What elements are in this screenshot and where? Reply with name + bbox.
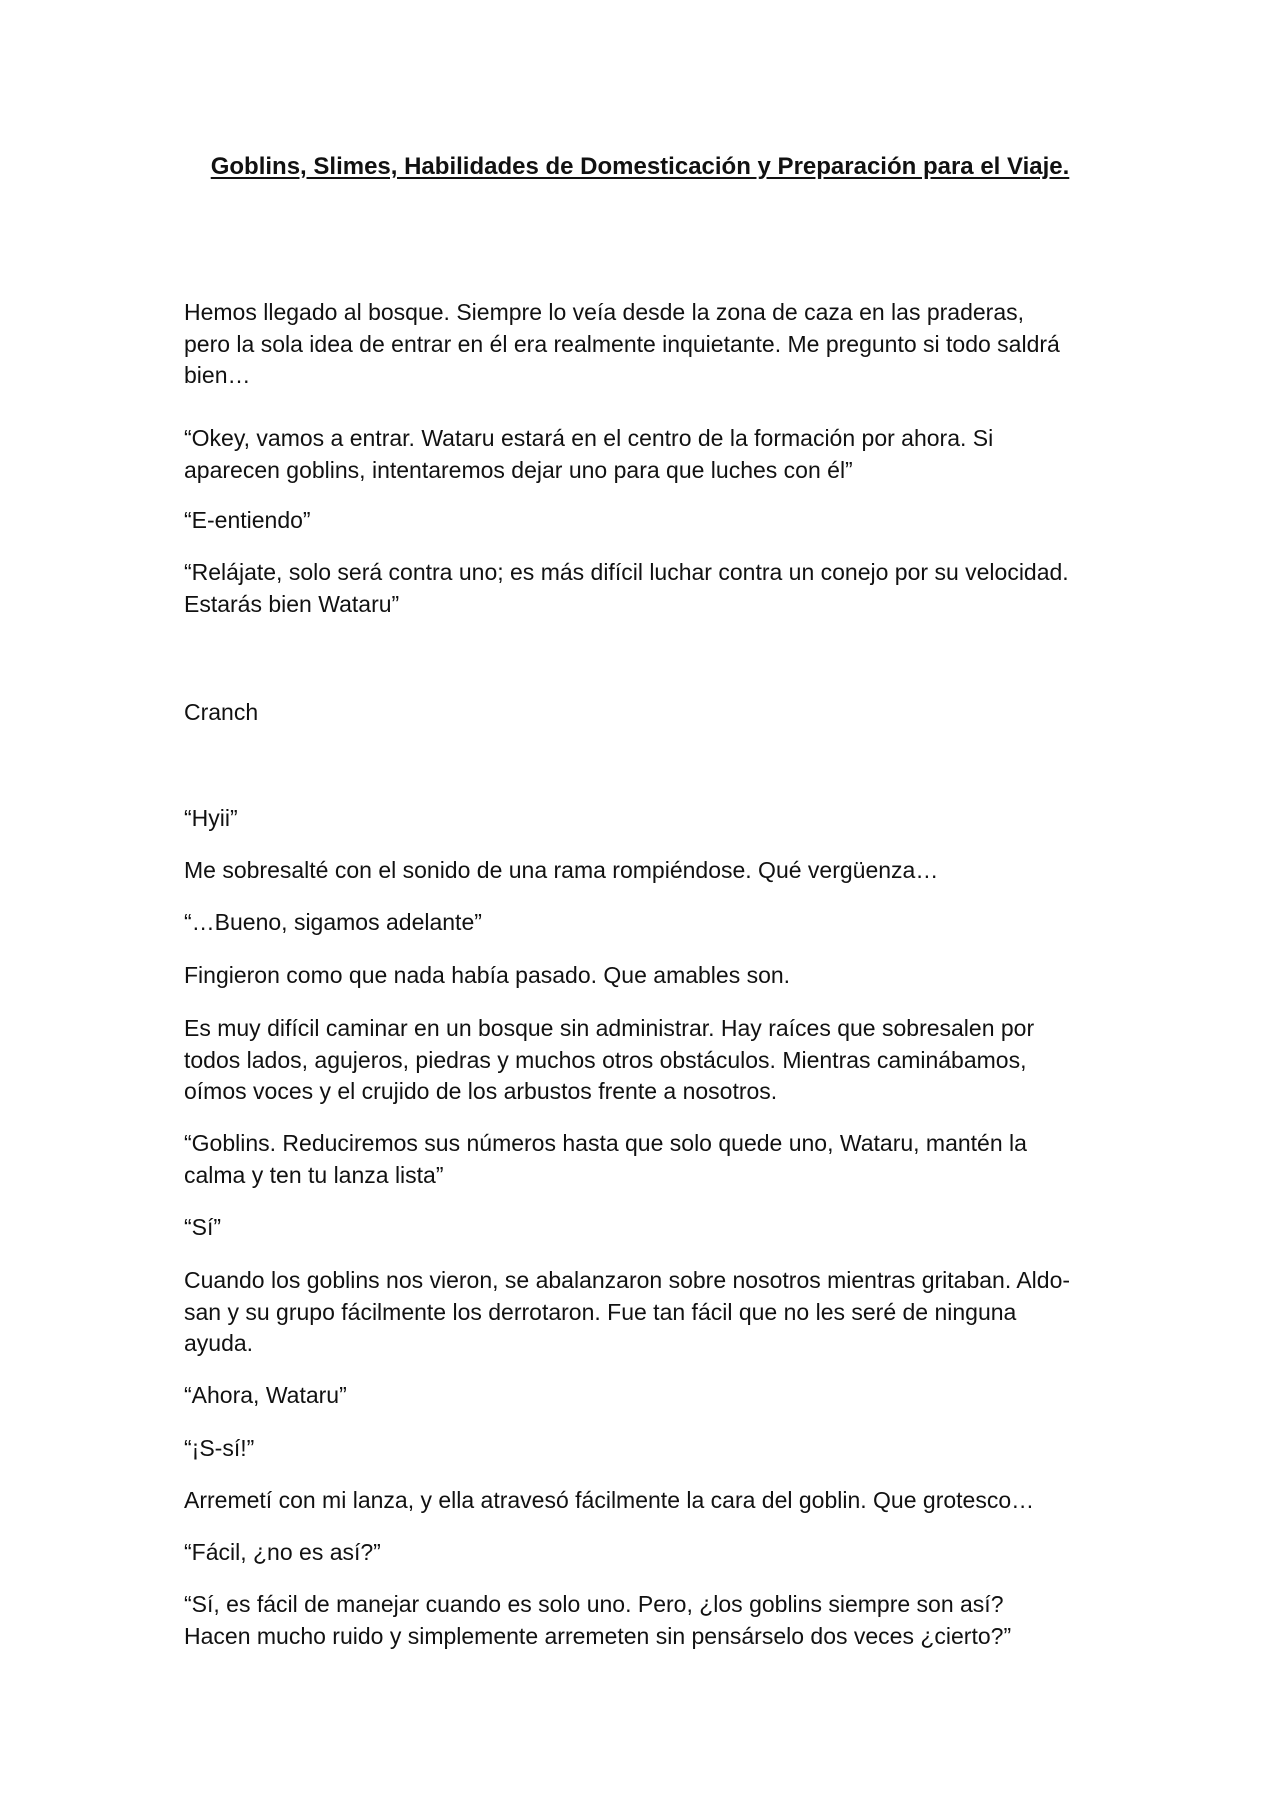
paragraph-6: “Hyii” xyxy=(184,805,238,831)
paragraph-4: “Relájate, solo será contra uno; es más difícil luchar contra un conejo por su velocidad. Estarás bien Wataru” xyxy=(184,559,1069,617)
paragraph-7: Me sobresalté con el sonido de una rama rompiéndose. Qué vergüenza… xyxy=(184,857,939,883)
paragraph-11: “Goblins. Reduciremos sus números hasta que solo quede uno, Wataru, mantén la calma y ten tu lanza lista” xyxy=(184,1130,1027,1188)
chapter-title: Goblins, Slimes, Habilidades de Domesticación y Preparación para el Viaje. xyxy=(210,153,1070,180)
paragraph-9: Fingieron como que nada había pasado. Que amables son. xyxy=(184,962,791,988)
paragraph-10: Es muy difícil caminar en un bosque sin administrar. Hay raíces que sobresalen por todos lados, agujeros, piedras y muchos otros obstáculos. Mientras caminábamos, oímos voces y el crujido de los arbustos frente a nosotros. xyxy=(184,1015,1035,1104)
paragraph-15: “¡S-sí!” xyxy=(184,1435,255,1461)
paragraph-2: “Okey, vamos a entrar. Wataru estará en el centro de la formación por ahora. Si aparecen goblins, intentaremos dejar uno para que luches con él” xyxy=(184,425,994,483)
paragraph-12: “Sí” xyxy=(184,1214,222,1240)
paragraph-8: “…Bueno, sigamos adelante” xyxy=(184,909,482,935)
paragraph-5: Cranch xyxy=(184,699,259,725)
paragraph-18: “Sí, es fácil de manejar cuando es solo uno. Pero, ¿los goblins siempre son así? Hacen mucho ruido y simplemente arremeten sin pensárselo dos veces ¿cierto?” xyxy=(184,1591,1012,1649)
paragraph-1: Hemos llegado al bosque. Siempre lo veía desde la zona de caza en las praderas, pero la sola idea de entrar en él era realmente inquietante. Me pregunto si todo saldrá bien… xyxy=(184,299,1060,388)
paragraph-17: “Fácil, ¿no es así?” xyxy=(184,1539,381,1565)
paragraph-13: Cuando los goblins nos vieron, se abalanzaron sobre nosotros mientras gritaban. Aldo- san y su grupo fácilmente los derrotaron. Fue tan fácil que no les seré de ninguna ayuda. xyxy=(184,1267,1071,1356)
paragraph-16: Arremetí con mi lanza, y ella atravesó fácilmente la cara del goblin. Que grotesco… xyxy=(184,1487,1035,1513)
paragraph-3: “E-entiendo” xyxy=(184,507,311,533)
paragraph-14: “Ahora, Wataru” xyxy=(184,1382,347,1408)
